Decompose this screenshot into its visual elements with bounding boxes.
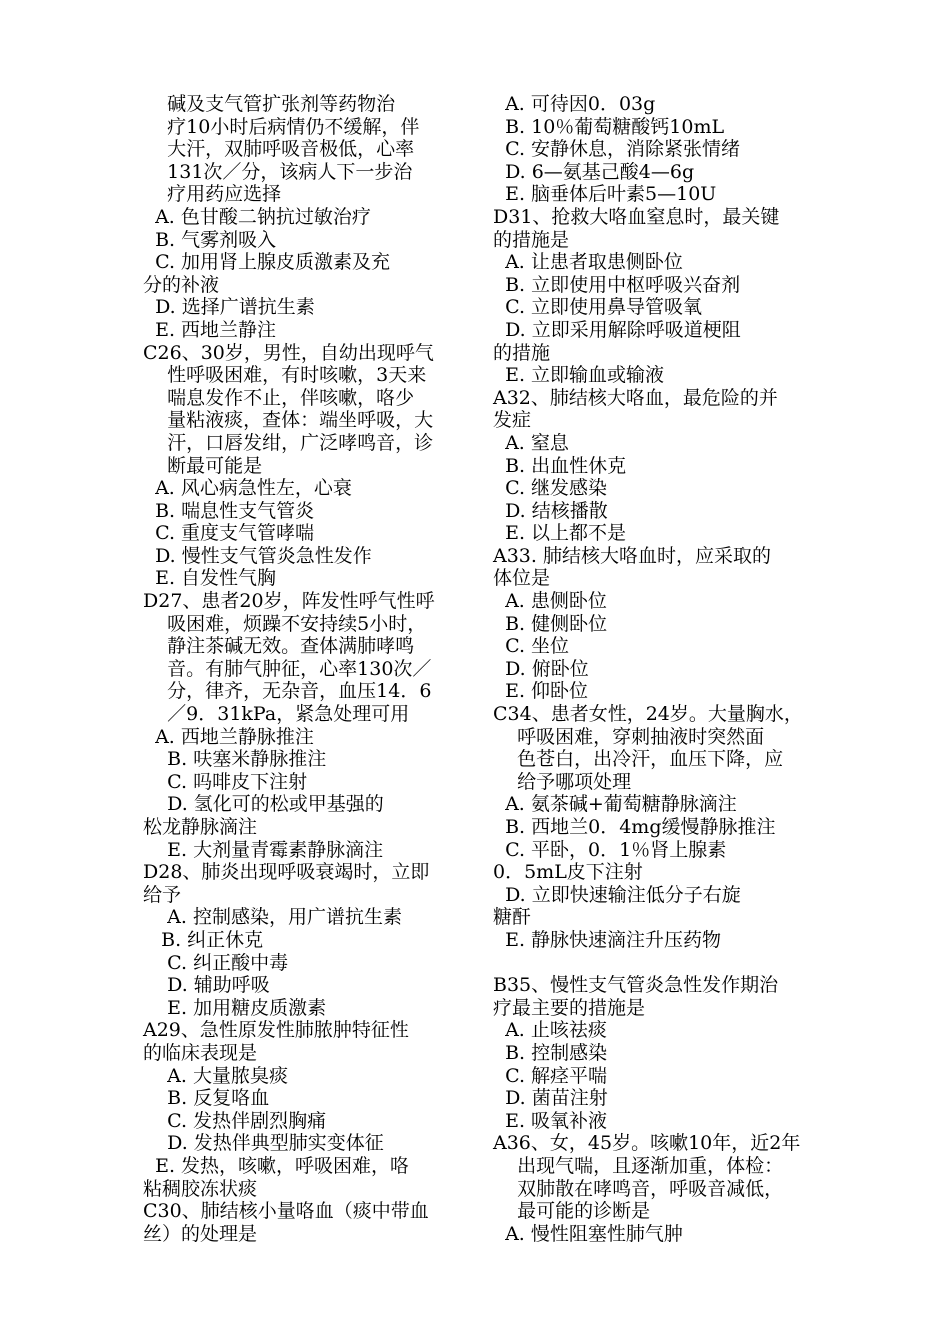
- option-text-line: B. 反复咯血: [143, 1087, 270, 1110]
- question-text-line: 疗最主要的措施是: [493, 996, 646, 1019]
- question-text-line: 大汗，双肺呼吸音极低，心率: [143, 138, 415, 161]
- option-text-line: A. 西地兰静脉推注: [143, 725, 314, 748]
- option-text-line: 的措施: [493, 341, 551, 364]
- question-text-line: D28、肺炎出现呼吸衰竭时，立即: [143, 861, 430, 884]
- question-text-line: 分，律齐，无杂音，血压14．6: [143, 680, 432, 703]
- left-column: [143, 93, 478, 1245]
- option-text-line: 松龙静脉滴注: [143, 816, 258, 838]
- option-text-line: B. 10％葡萄糖酸钙10mL: [493, 115, 725, 138]
- option-text-line: D. 菌苗注射: [493, 1087, 608, 1110]
- option-text-line: C. 坐位: [493, 635, 570, 658]
- option-text-line: A. 患侧卧位: [493, 590, 607, 613]
- option-text-line: C. 解痉平喘: [493, 1064, 608, 1087]
- option-text-line: A. 让患者取患侧卧位: [493, 251, 683, 274]
- question-text-line: 最可能的诊断是: [493, 1200, 651, 1223]
- question-text-line: 丝）的处理是: [143, 1222, 258, 1245]
- option-text-line: C. 立即使用鼻导管吸氧: [493, 296, 703, 319]
- option-text-line: 分的补液: [143, 273, 220, 296]
- option-text-line: C. 继发感染: [493, 477, 608, 500]
- option-text-line: D. 慢性支气管炎急性发作: [143, 544, 372, 567]
- option-text-line: D. 6—氨基己酸4—6g: [493, 160, 695, 183]
- option-text-line: B. 气雾剂吸入: [143, 228, 277, 251]
- option-text-line: E. 自发性气胸: [143, 567, 277, 590]
- question-text-line: C30、肺结核小量咯血（痰中带血: [143, 1200, 429, 1223]
- option-text-line: E. 脑垂体后叶素5—10U: [493, 183, 717, 206]
- question-text-line: 给予: [143, 883, 182, 906]
- question-text-line: 131次／分，该病人下一步治: [143, 160, 413, 183]
- question-text-line: 发症: [493, 409, 532, 432]
- option-text-line: E. 发热，咳嗽，呼吸困难，咯: [143, 1154, 410, 1177]
- option-text-line: E. 静脉快速滴注升压药物: [493, 928, 722, 951]
- option-text-line: A. 慢性阻塞性肺气肿: [493, 1222, 683, 1245]
- option-text-line: D. 结核播散: [493, 499, 608, 522]
- option-text-line: D. 立即快速输注低分子右旋: [493, 883, 741, 906]
- option-text-line: D. 发热伴典型肺实变体征: [143, 1132, 384, 1155]
- question-text-line: 双肺散在哮鸣音，呼吸音减低，: [493, 1177, 784, 1200]
- option-text-line: C. 安静休息，消除紧张情绪: [493, 138, 741, 161]
- option-text-line: E. 立即输血或输液: [493, 364, 665, 387]
- option-text-line: B. 喘息性支气管炎: [143, 499, 315, 522]
- option-text-line: D. 俯卧位: [493, 657, 589, 680]
- option-text-line: A. 大量脓臭痰: [143, 1064, 288, 1087]
- option-text-line: B. 西地兰0．4mg缓慢静脉推注: [493, 816, 776, 838]
- option-text-line: B. 健侧卧位: [493, 612, 608, 635]
- question-text-line: 喘息发作不止，伴咳嗽，咯少: [143, 386, 415, 409]
- option-text-line: A. 止咳祛痰: [493, 1019, 607, 1042]
- option-text-line: C. 平卧，0．1％肾上腺素: [493, 838, 727, 861]
- option-text-line: B. 出血性休克: [493, 454, 627, 477]
- question-text-line: 色苍白，出冷汗，血压下降，应: [493, 748, 784, 771]
- option-text-line: E. 以上都不是: [493, 522, 627, 545]
- option-text-line: A. 氨茶碱+葡萄糖静脉滴注: [493, 793, 737, 816]
- question-text-line: 碱及支气管扩张剂等药物治: [143, 93, 396, 115]
- option-text-line: E. 加用糖皮质激素: [143, 996, 327, 1019]
- option-text-line: D. 辅助呼吸: [143, 974, 270, 997]
- option-text-line: E. 吸氧补液: [493, 1109, 608, 1132]
- option-text-line: A. 控制感染，用广谱抗生素: [143, 906, 402, 929]
- question-text-line: 体位是: [493, 567, 551, 590]
- option-text-line: 糖酐: [493, 906, 532, 929]
- option-text-line: B. 立即使用中枢呼吸兴奋剂: [493, 273, 741, 296]
- question-text-line: 出现气喘，且逐渐加重，体检：: [493, 1154, 784, 1177]
- option-text-line: C. 发热伴剧烈胸痛: [143, 1109, 327, 1132]
- option-text-line: E. 西地兰静注: [143, 318, 277, 341]
- question-text-line: 断最可能是: [143, 454, 263, 477]
- question-text-line: 汗，口唇发绀，广泛哮鸣音，诊: [143, 431, 434, 454]
- question-text-line: A29、急性原发性肺脓肿特征性: [143, 1019, 409, 1042]
- question-text-line: 静注茶碱无效。查体满肺哮鸣: [143, 635, 415, 658]
- question-text-line: 音。有肺气肿征，心率130次／: [143, 657, 432, 680]
- option-text-line: E. 大剂量青霉素静脉滴注: [143, 838, 384, 861]
- option-text-line: B. 纠正休克: [143, 928, 264, 951]
- option-text-line: D. 氢化可的松或甲基强的: [143, 793, 384, 816]
- option-text-line: A. 风心病急性左，心衰: [143, 477, 352, 500]
- option-text-line: 粘稠胶冻状痰: [143, 1177, 258, 1200]
- option-text-line: C. 吗啡皮下注射: [143, 770, 308, 793]
- option-text-line: A. 可待因0．03g: [493, 93, 656, 115]
- question-text-line: 的临床表现是: [143, 1041, 258, 1064]
- question-text-line: 呼吸困难，穿刺抽液时突然面: [493, 725, 765, 748]
- option-text-line: C. 加用肾上腺皮质激素及充: [143, 251, 391, 274]
- question-text-line: A32、肺结核大咯血，最危险的并: [493, 386, 778, 409]
- blank-line: [493, 952, 828, 975]
- question-text-line: 量粘液痰，查体：端坐呼吸，大: [143, 409, 434, 432]
- option-text-line: C. 纠正酸中毒: [143, 951, 289, 974]
- option-text-line: B. 控制感染: [493, 1041, 608, 1064]
- question-text-line: C26、30岁，男性，自幼出现呼气: [143, 341, 434, 364]
- question-text-line: 疗用药应选择: [143, 183, 282, 206]
- option-text-line: D. 立即采用解除呼吸道梗阻: [493, 318, 741, 341]
- question-text-line: 性呼吸困难，有时咳嗽，3天来: [143, 364, 427, 387]
- option-text-line: A. 窒息: [493, 431, 569, 454]
- question-text-line: ／9．31kPa，紧急处理可用: [143, 703, 410, 726]
- question-text-line: D27、患者20岁，阵发性呼气性呼: [143, 590, 435, 613]
- question-text-line: 给予哪项处理: [493, 770, 632, 793]
- option-text-line: A. 色甘酸二钠抗过敏治疗: [143, 205, 371, 228]
- option-text-line: C. 重度支气管哮喘: [143, 522, 315, 545]
- question-text-line: D31、抢救大咯血窒息时，最关键: [493, 205, 780, 228]
- question-text-line: C34、患者女性，24岁。大量胸水，: [493, 703, 803, 726]
- question-text-line: 的措施是: [493, 228, 570, 251]
- question-text-line: 吸困难，烦躁不安持续5小时，: [143, 612, 427, 635]
- question-text-line: A36、女，45岁。咳嗽10年，近2年: [493, 1132, 801, 1155]
- option-text-line: 0．5mL皮下注射: [493, 861, 643, 884]
- option-text-line: E. 仰卧位: [493, 680, 589, 703]
- option-text-line: B. 呋塞米静脉推注: [143, 748, 327, 771]
- right-column: [493, 93, 828, 1245]
- question-text-line: B35、慢性支气管炎急性发作期治: [493, 974, 779, 997]
- question-text-line: 疗10小时后病情仍不缓解，伴: [143, 115, 420, 138]
- question-text-line: A33. 肺结核大咯血时，应采取的: [493, 544, 771, 567]
- option-text-line: D. 选择广谱抗生素: [143, 296, 315, 319]
